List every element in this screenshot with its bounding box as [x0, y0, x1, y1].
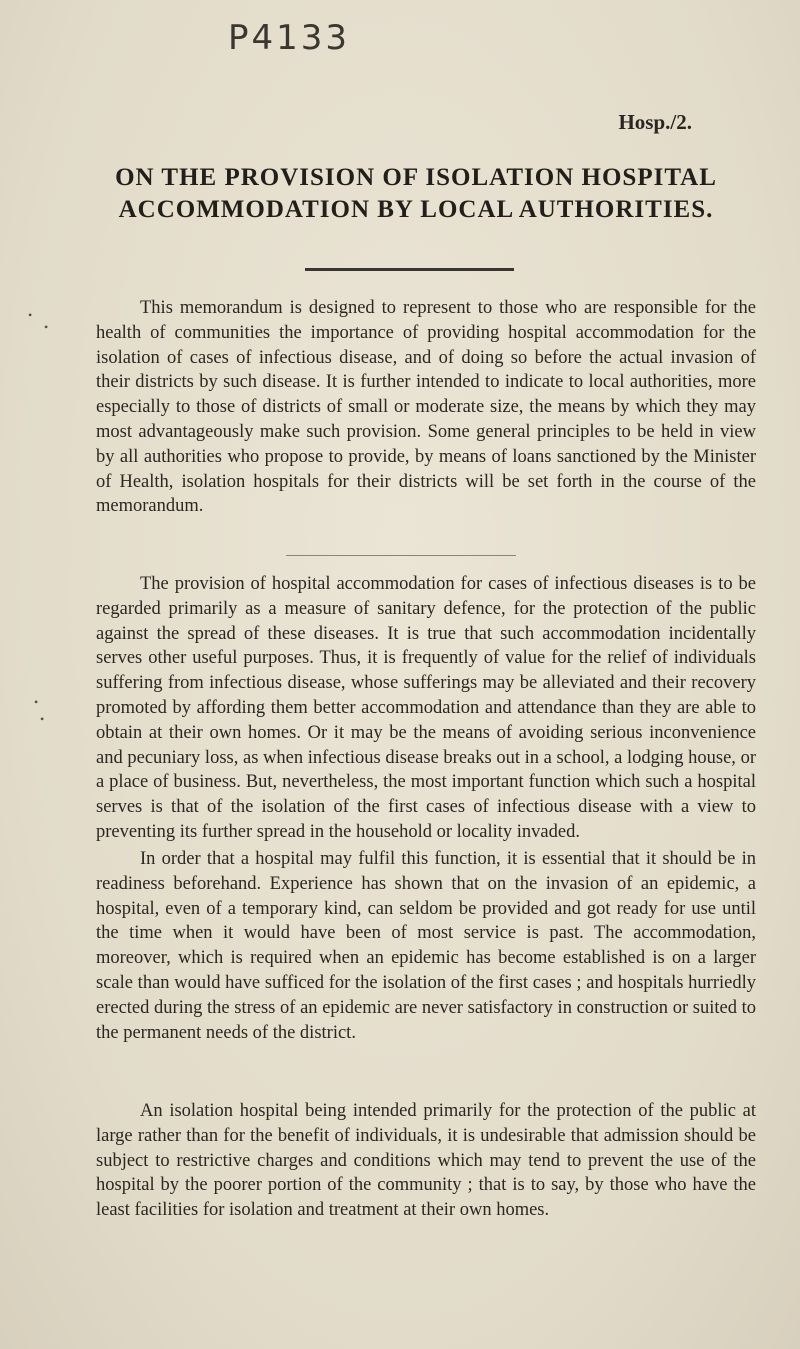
paragraph-1: This memorandum is designed to represent to those who are responsible for the health of communities the importance of providing hospital accommodation for the isolation of cases of infectious disease, and of doing so before the actual invasion of their districts by such disease. It is further intended to indicate to local authorities, more especially to those of districts of small or moderate size, the means by which they may most advantageously make such provision. Some general principles to be held in view by all authorities who propose to provide, by means of loans sanctioned by the Minister of Health, isolation hospitals for their districts will be set forth in the course of the memorandum.	[96, 298, 756, 517]
title-line-2: ACCOMMODATION BY LOCAL AUTHORITIES.	[118, 196, 714, 223]
hosp-reference: Hosp./2.	[618, 110, 692, 134]
paragraph-2: The provision of hospital accommodation for cases of infectious diseases is to be regarded primarily as a measure of sanitary defence, for the protection of the public against the spread of these diseases. It is true that such accommodation incidentally serves other useful purposes. Thus, it is frequently of value for the relief of individuals suffering from infectious disease, whose sufferings may be alleviated and their recovery promoted by affording them better accommodation and attendance than they are able to obtain at their own homes. Or it may be the means of avoiding serious inconvenience and pecuniary loss, as when infectious disease breaks out in a school, a lodging house, or a place of business. But, nevertheless, the most important function which such a hospital serves is that of the isolation of the first cases of infectious disease with a view to preventing its further spread in the household or locality invaded.	[96, 574, 756, 842]
margin-mark: •	[34, 695, 39, 709]
margin-mark: •	[40, 712, 45, 726]
margin-mark: •	[28, 308, 33, 322]
title-divider	[305, 268, 514, 271]
handwritten-reference: P4133	[228, 18, 351, 58]
title-line-1: ON THE PROVISION OF ISOLATION HOSPITAL	[115, 164, 717, 191]
margin-mark: •	[44, 320, 49, 334]
paragraph-4: An isolation hospital being intended primarily for the protection of the public at large rather than for the benefit of individuals, it is undesirable that admission should be subject to restrictive charges and conditions which may tend to prevent the use of the hospital by the poorer portion of the community ; that is to say, by those who have the least facilities for isolation and treatment at their own homes.	[96, 1101, 756, 1221]
paragraph-3: In order that a hospital may fulfil this function, it is essential that it should be in readiness beforehand. Experience has shown that on the invasion of an epidemic, a hospital, even of a temporary kind, can seldom be provided and got ready for use until the time when it would have been of most service is past. The accommodation, moreover, which is required when an epidemic has become established is on a larger scale than would have sufficed for the isolation of the first cases ; and hospitals hurriedly erected during the stress of an epidemic are never satisfactory in construction or suited to the permanent needs of the district.	[96, 849, 756, 1043]
section-divider	[286, 555, 516, 556]
